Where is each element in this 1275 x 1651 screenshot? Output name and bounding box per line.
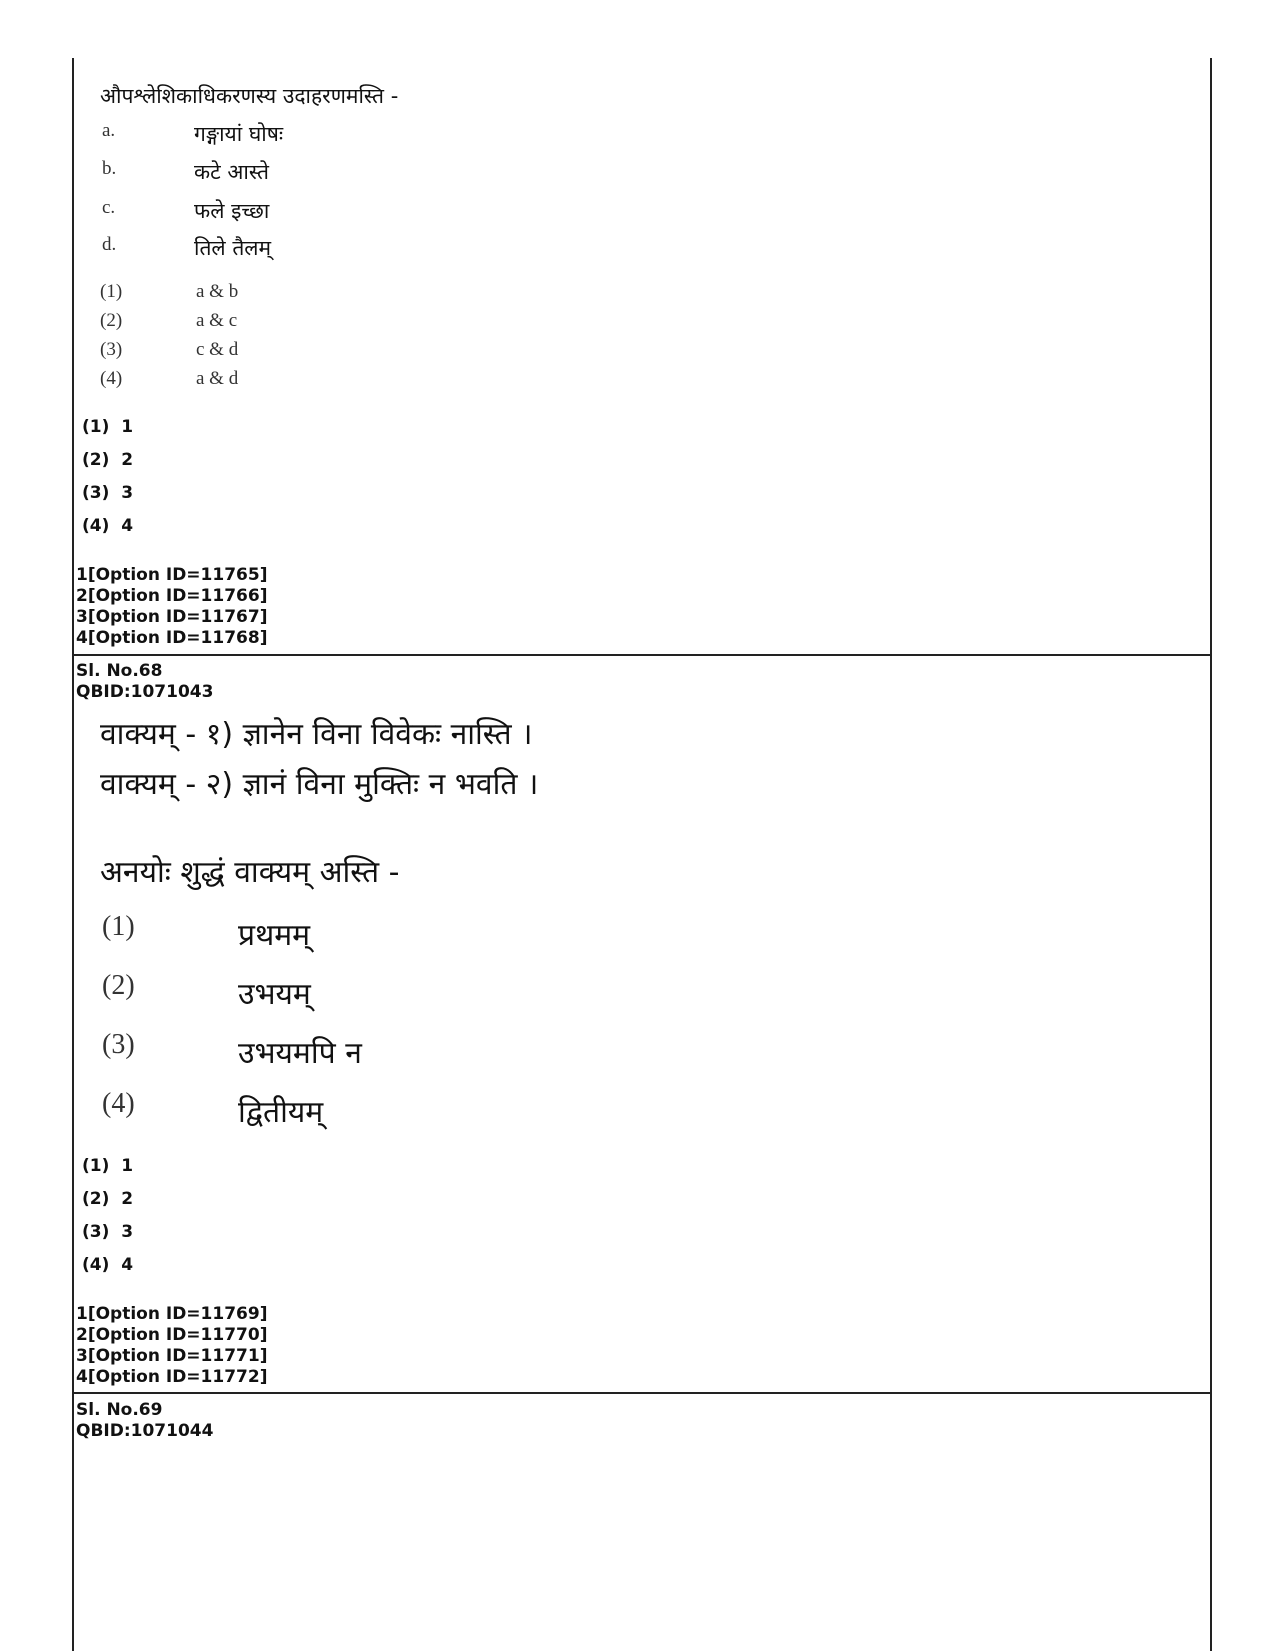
q67-choice-text: c & d <box>196 339 239 360</box>
q68-answer-option[interactable]: (3) 3 <box>82 1222 134 1242</box>
q68-header <box>76 661 213 703</box>
q67-item-text: गङ्गायां घोषः <box>194 122 284 146</box>
q68-choice-num: (1) <box>102 911 135 942</box>
q68-choice-num: (3) <box>102 1029 135 1060</box>
q67-item-letter: d. <box>102 234 117 255</box>
q68-option-ids <box>76 1304 267 1388</box>
q67-answer-option[interactable]: (3) 3 <box>82 483 134 503</box>
q68-answer-option[interactable]: (1) 1 <box>82 1156 134 1176</box>
q67-choice-text: a & d <box>196 368 239 389</box>
q67-item-letter: b. <box>102 158 117 179</box>
qbid: QBID:1071043 <box>76 682 214 702</box>
q67-answer-option[interactable]: (1) 1 <box>82 417 134 437</box>
q67-choice-num: (1) <box>100 281 123 302</box>
q67-choice-text: a & b <box>196 281 239 302</box>
q68-stem: अनयोः शुद्धं वाक्यम् अस्ति - <box>100 855 400 890</box>
q68-choice-text: द्वितीयम् <box>238 1095 324 1130</box>
option-id: 1[Option ID=11765] <box>76 565 268 585</box>
qbid: QBID:1071044 <box>76 1421 214 1441</box>
q67-choice-num: (2) <box>100 310 123 331</box>
q68-choice-text: उभयम् <box>238 977 311 1012</box>
q67-item-text: तिले तैलम् <box>194 236 272 260</box>
option-id: 4[Option ID=11772] <box>76 1367 268 1387</box>
q67-stem: औपश्लेशिकाधिकरणस्य उदाहरणमस्ति - <box>100 84 399 108</box>
q68-sentence: वाक्यम् - १) ज्ञानेन विना विवेकः नास्ति । <box>100 717 533 752</box>
q67-item-text: कटे आस्ते <box>194 160 269 184</box>
option-id: 3[Option ID=11771] <box>76 1346 268 1366</box>
option-id: 2[Option ID=11766] <box>76 586 268 606</box>
q68-choice-num: (2) <box>102 970 135 1001</box>
q68-choice-text: उभयमपि न <box>238 1036 362 1071</box>
q68-answer-option[interactable]: (4) 4 <box>82 1255 134 1275</box>
q67-choice-num: (4) <box>100 368 123 389</box>
q67-item-letter: a. <box>102 120 116 141</box>
q68-answer-option[interactable]: (2) 2 <box>82 1189 134 1209</box>
q67-item-text: फले इच्छा <box>194 199 270 223</box>
option-id: 2[Option ID=11770] <box>76 1325 268 1345</box>
q68-choice-num: (4) <box>102 1088 135 1119</box>
question-divider <box>72 1392 1212 1394</box>
q67-choice-num: (3) <box>100 339 123 360</box>
q67-answer-option[interactable]: (4) 4 <box>82 516 134 536</box>
option-id: 4[Option ID=11768] <box>76 628 268 648</box>
sl-no: Sl. No.69 <box>76 1400 163 1420</box>
q67-option-ids <box>76 565 267 649</box>
q67-item-letter: c. <box>102 197 116 218</box>
q69-header <box>76 1400 213 1442</box>
q68-sentence: वाक्यम् - २) ज्ञानं विना मुक्तिः न भवति । <box>100 767 539 802</box>
q67-choice-text: a & c <box>196 310 238 331</box>
q68-choice-text: प्रथमम् <box>238 918 311 953</box>
option-id: 1[Option ID=11769] <box>76 1304 268 1324</box>
option-id: 3[Option ID=11767] <box>76 607 268 627</box>
question-divider <box>72 654 1212 656</box>
sl-no: Sl. No.68 <box>76 661 163 681</box>
q67-answer-option[interactable]: (2) 2 <box>82 450 134 470</box>
